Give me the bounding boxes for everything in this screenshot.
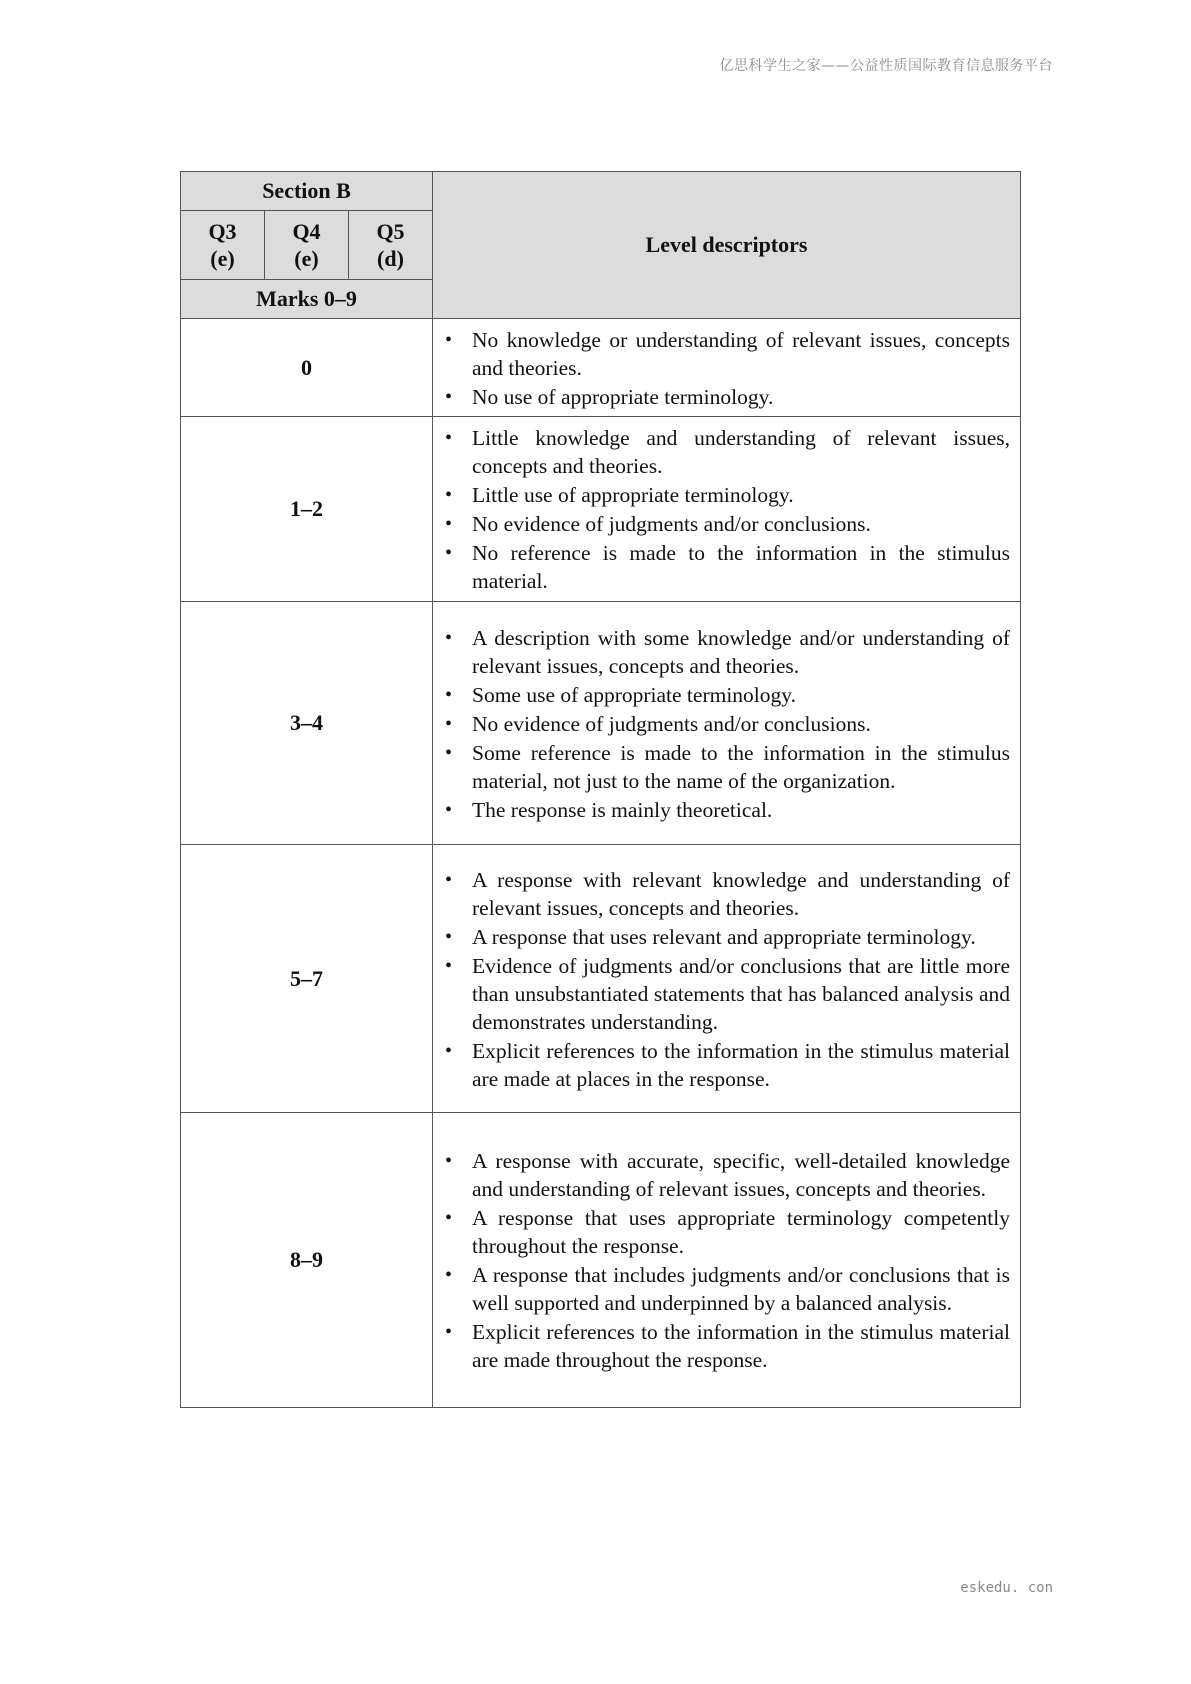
level-descriptors-header: Level descriptors [433,172,1021,319]
descriptor-list [443,866,1010,1093]
descriptor-cell [433,1113,1021,1408]
question-cell-q3 [181,211,265,280]
marks-range-label: Marks 0–9 [181,280,433,319]
descriptor-item: • No knowledge or understanding of relevant issues, concepts and theories. [443,326,1010,382]
descriptor-item: • Some reference is made to the information in the stimulus material, not just to the name of the organization. [443,739,1010,795]
descriptor-list [443,1147,1010,1374]
question-number: Q3 [208,219,237,244]
descriptor-cell [433,417,1021,602]
descriptor-list [443,326,1010,411]
descriptor-list [443,424,1010,595]
descriptor-item: • No evidence of judgments and/or conclusions. [443,710,1010,738]
descriptor-cell [433,602,1021,845]
question-part: (e) [210,246,235,271]
descriptor-item: • Little use of appropriate terminology. [443,481,1010,509]
mark-band: 0 [181,319,433,417]
descriptor-item: • A response that uses relevant and appropriate terminology. [443,923,1010,951]
markscheme-table [180,171,1021,1408]
table-row [181,417,1021,602]
descriptor-item: • No use of appropriate terminology. [443,383,1010,411]
descriptor-item: • A response that includes judgments and/or conclusions that is well supported and underpinned by a balanced analysis. [443,1261,1010,1317]
mark-band: 8–9 [181,1113,433,1408]
descriptor-item: • A response with relevant knowledge and understanding of relevant issues, concepts and theories. [443,866,1010,922]
table-row [181,319,1021,417]
descriptor-item: • A response that uses appropriate terminology competently throughout the response. [443,1204,1010,1260]
section-label: Section B [181,172,433,211]
descriptor-item: • Explicit references to the information in the stimulus material are made at places in the response. [443,1037,1010,1093]
page-header-watermark: 亿思科学生之家——公益性质国际教育信息服务平台 [719,58,1053,74]
descriptor-item: • Some use of appropriate terminology. [443,681,1010,709]
descriptor-list [443,624,1010,824]
descriptor-item: • Explicit references to the information in the stimulus material are made throughout the response. [443,1318,1010,1374]
descriptor-item: • Little knowledge and understanding of relevant issues, concepts and theories. [443,424,1010,480]
descriptor-item: • The response is mainly theoretical. [443,796,1010,824]
descriptor-item: • A description with some knowledge and/or understanding of relevant issues, concepts and theories. [443,624,1010,680]
mark-band: 5–7 [181,845,433,1113]
question-part: (d) [377,246,404,271]
table-row [181,602,1021,845]
question-part: (e) [294,246,319,271]
question-number: Q4 [292,219,321,244]
descriptor-cell [433,319,1021,417]
page-footer-site: eskedu. con [960,1580,1053,1596]
question-cell-q5 [349,211,433,280]
table-row [181,845,1021,1113]
mark-band: 1–2 [181,417,433,602]
table-header-row [181,172,1021,211]
question-number: Q5 [376,219,405,244]
descriptor-item: • Evidence of judgments and/or conclusions that are little more than unsubstantiated statements that has balanced analysis and demonstrates understanding. [443,952,1010,1036]
descriptor-item: • No evidence of judgments and/or conclusions. [443,510,1010,538]
descriptor-cell [433,845,1021,1113]
question-cell-q4 [265,211,349,280]
table-row [181,1113,1021,1408]
descriptor-item: • No reference is made to the information in the stimulus material. [443,539,1010,595]
descriptor-item: • A response with accurate, specific, well-detailed knowledge and understanding of relevant issues, concepts and theories. [443,1147,1010,1203]
mark-band: 3–4 [181,602,433,845]
